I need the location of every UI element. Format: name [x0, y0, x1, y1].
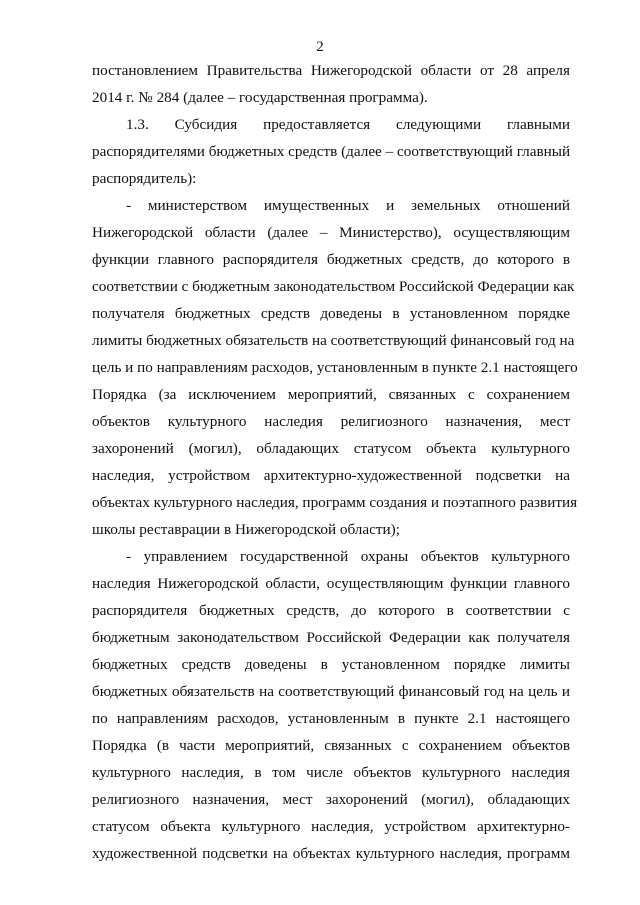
text-line: - министерством имущественных и земельных отношений [126, 197, 570, 214]
text-line: - управлением государственной охраны объектов культурного [126, 548, 570, 565]
text-line: объектов культурного наследия религиозного назначения, мест [92, 413, 570, 430]
text-line: религиозного назначения, мест захоронений (могил), обладающих [92, 791, 570, 808]
text-line: Порядка (в части мероприятий, связанных с сохранением объектов [92, 737, 570, 754]
text-line: бюджетных обязательств на соответствующий финансовый год на цель и [92, 683, 570, 700]
page-number: 2 [316, 39, 324, 55]
text-line: лимиты бюджетных обязательств на соответствующий финансовый год на [92, 332, 575, 349]
text-line: функции главного распорядителя бюджетных средств, до которого в [92, 251, 570, 268]
text-line: статусом объекта культурного наследия, устройством архитектурно- [92, 818, 570, 835]
text-line: художественной подсветки на объектах культурного наследия, программ [92, 845, 570, 862]
text-line: бюджетным законодательством Российской Федерации как получателя [92, 629, 570, 646]
text-line: получателя бюджетных средств доведены в установленном порядке [92, 305, 570, 322]
text-line: по направлениям расходов, установленным в пункте 2.1 настоящего [92, 710, 570, 727]
text-line: объектах культурного наследия, программ создания и поэтапного развития [92, 494, 578, 511]
text-line: соответствии с бюджетным законодательством Российской Федерации как [92, 278, 575, 295]
text-line: наследия Нижегородской области, осуществляющим функции главного [92, 575, 570, 592]
text-line: 2014 г. № 284 (далее – государственная программа). [92, 89, 428, 106]
text-line: культурного наследия, в том числе объектов культурного наследия [92, 764, 570, 781]
text-line: распорядителя бюджетных средств, до которого в соответствии с [92, 602, 570, 619]
text-line: распорядителями бюджетных средств (далее – соответствующий главный [92, 143, 571, 160]
text-line: школы реставрации в Нижегородской области); [92, 521, 400, 538]
text-line: Нижегородской области (далее – Министерство), осуществляющим [92, 224, 570, 241]
text-line: постановлением Правительства Нижегородской области от 28 апреля [92, 62, 570, 79]
text-line: 1.3. Субсидия предоставляется следующими главными [126, 116, 570, 133]
text-line: цель и по направлениям расходов, установленным в пункте 2.1 настоящего [92, 359, 578, 376]
text-line: бюджетных средств доведены в установленном порядке лимиты [92, 656, 570, 673]
text-line: распорядитель): [92, 170, 197, 187]
text-line: наследия, устройством архитектурно-художественной подсветки на [92, 467, 570, 484]
text-line: Порядка (за исключением мероприятий, связанных с сохранением [92, 386, 570, 403]
text-line: захоронений (могил), обладающих статусом объекта культурного [92, 440, 570, 457]
